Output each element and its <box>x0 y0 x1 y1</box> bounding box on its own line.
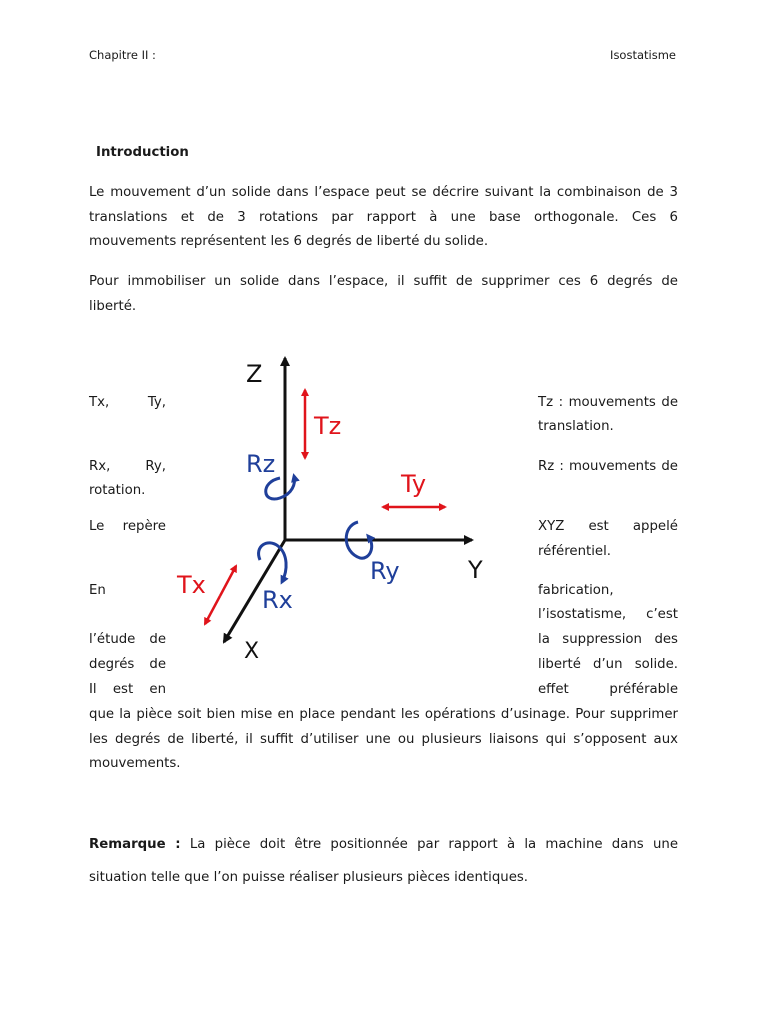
wrap-line-right <box>538 415 678 440</box>
axes-diagram <box>168 346 528 666</box>
word: repère <box>122 519 166 534</box>
wrap-line-right <box>538 455 678 480</box>
word: Rx, <box>89 459 111 474</box>
tz-label: Tz <box>314 412 342 440</box>
word: l’étude <box>89 632 136 647</box>
word: Le <box>89 519 105 534</box>
word: : <box>559 459 564 474</box>
x-axis-label: X <box>244 639 260 664</box>
text-line: mouvements. <box>89 756 181 771</box>
intro-paragraph-2 <box>89 270 678 319</box>
tx-label: Tx <box>177 571 206 599</box>
remark-paragraph <box>89 828 678 894</box>
word: Tx, <box>89 395 110 410</box>
word: mouvements <box>568 395 656 410</box>
text-line: Pour immobiliser un solide dans l’espace, il suffit de supprimer ces 6 degrés de <box>89 274 678 289</box>
word: solide. <box>634 657 678 672</box>
word: Rz <box>538 459 555 474</box>
wrap-line-left <box>89 678 166 703</box>
word: de <box>661 395 678 410</box>
word: la <box>538 632 550 647</box>
word: fabrication, <box>538 583 614 598</box>
wrap-line-left <box>89 391 166 416</box>
wrap-line-right <box>538 678 678 703</box>
chapter-header: Chapitre II : <box>89 48 156 62</box>
text-line: Le mouvement d’un solide dans l’espace peut se décrire suivant la combinaison de 3 <box>89 185 678 200</box>
rz-rotation-arrow <box>266 476 295 499</box>
word: XYZ <box>538 519 565 534</box>
wrap-line-left: En <box>89 583 106 598</box>
wrap-line-right <box>538 579 678 604</box>
word: c’est <box>646 607 678 622</box>
text-line: que la pièce soit bien mise en place pendant les opérations d’usinage. Pour supprimer <box>89 707 678 722</box>
wrap-line-left <box>89 628 166 653</box>
topic-header: Isostatisme <box>610 48 676 62</box>
tx-arrow-down <box>205 596 220 624</box>
y-axis-label: Y <box>468 556 483 584</box>
wrap-line-left <box>89 455 166 480</box>
wrap-line-right <box>538 391 678 416</box>
word: de <box>149 657 166 672</box>
text-line: mouvements représentent les 6 degrés de liberté du solide. <box>89 234 489 249</box>
word: appelé <box>632 519 678 534</box>
word: de <box>149 632 166 647</box>
intro-paragraph-1 <box>89 181 678 255</box>
wrap-line-left: rotation. <box>89 483 146 498</box>
word: degrés <box>89 657 135 672</box>
word: des <box>654 632 678 647</box>
wrap-line-right <box>538 515 678 540</box>
text-line: les degrés de liberté, il suffit d’utiliser une ou plusieurs liaisons qui s’opposent aux <box>89 731 678 747</box>
word: préférable <box>609 682 678 697</box>
word: suppression <box>562 632 642 647</box>
text-line <box>89 828 678 861</box>
word: référentiel. <box>538 544 612 559</box>
text-line: liberté. <box>89 298 137 314</box>
z-axis-label: Z <box>246 360 263 388</box>
tx-arrow <box>220 566 236 596</box>
text-line: translations et de 3 rotations par rapport à une base orthogonale. Ces 6 <box>89 209 678 225</box>
word: l’isostatisme, <box>538 607 627 622</box>
word: est <box>588 519 609 534</box>
word: Ty, <box>147 395 166 410</box>
word: translation. <box>538 419 614 434</box>
wrap-line-right <box>538 653 678 678</box>
rz-label: Rz <box>246 450 276 478</box>
wrap-line-left <box>89 653 166 678</box>
word: effet <box>538 682 569 697</box>
section-heading: Introduction <box>96 145 189 160</box>
word: Ry, <box>145 459 166 474</box>
word: : <box>558 395 564 410</box>
word: de <box>661 459 678 474</box>
word: en <box>149 682 166 697</box>
word: est <box>112 682 134 697</box>
remark-label: Remarque : <box>89 837 181 852</box>
word: Tz <box>538 395 554 410</box>
wrap-line-right <box>538 540 678 565</box>
wrap-line-right <box>538 628 678 653</box>
word: Il <box>89 682 97 697</box>
word: mouvements <box>568 459 657 474</box>
word: d’un <box>593 657 623 672</box>
rx-label: Rx <box>262 586 293 614</box>
word: liberté <box>538 657 581 672</box>
remark-text: La pièce doit être positionnée par rapport à la machine dans une <box>189 837 679 852</box>
wrap-line-right <box>538 603 678 628</box>
wrap-line-left <box>89 515 166 540</box>
ry-label: Ry <box>370 557 400 585</box>
ty-label: Ty <box>401 470 427 498</box>
text-line: situation telle que l’on puisse réaliser plusieurs pièces identiques. <box>89 870 529 885</box>
machining-paragraph <box>89 703 678 777</box>
